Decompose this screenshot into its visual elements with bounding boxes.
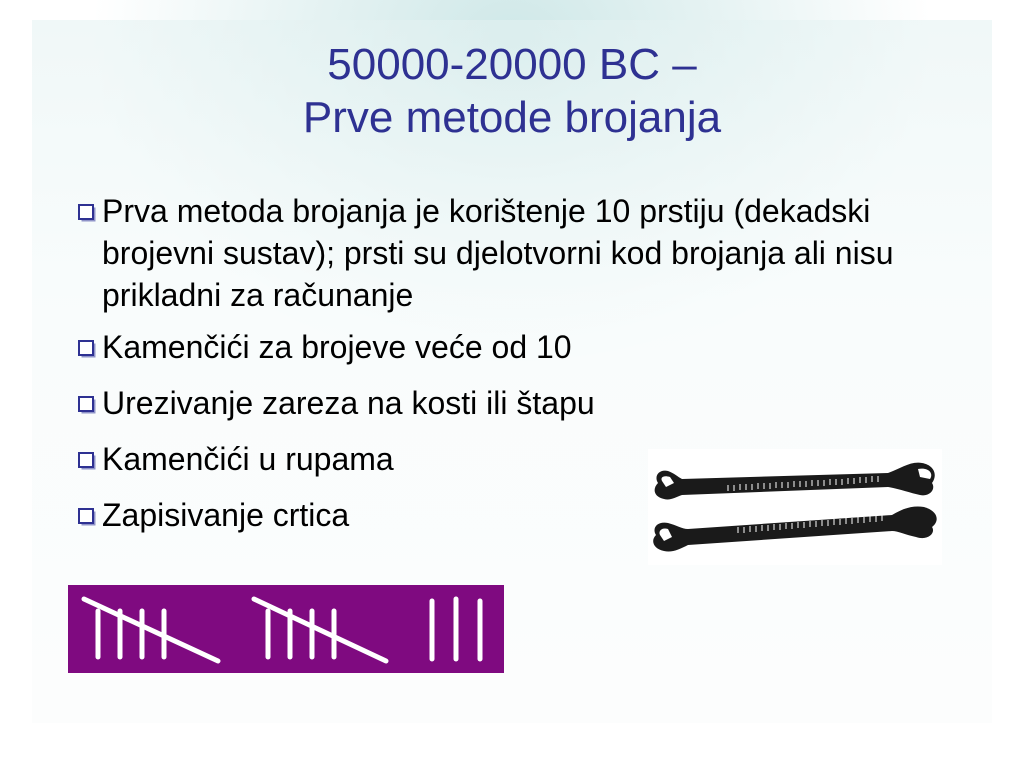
- upper-bone: [655, 463, 935, 500]
- bullet-text: Prva metoda brojanja je korištenje 10 prstiju (dekadski brojevni sustav); prsti su djelotvorni kod brojanja ali nisu prikladni za računanje: [102, 193, 894, 313]
- title-line-2: Prve metode brojanja: [302, 93, 722, 142]
- checkbox-bullet-icon: [78, 340, 97, 359]
- notched-bones-image: [648, 449, 942, 565]
- bones-drawing: [648, 449, 942, 565]
- lower-bone: [653, 506, 936, 551]
- title-line-1: 50000-20000 BC –: [327, 40, 697, 89]
- tally-drawing: [68, 585, 504, 673]
- checkbox-bullet-icon: [78, 204, 97, 223]
- bullet-text: Urezivanje zareza na kosti ili štapu: [102, 385, 595, 421]
- slide-title: [0, 38, 1024, 144]
- bullet-item: [78, 382, 928, 424]
- checkbox-bullet-icon: [78, 452, 97, 471]
- bullet-text: Kamenčići za brojeve veće od 10: [102, 329, 572, 365]
- checkbox-bullet-icon: [78, 396, 97, 415]
- checkbox-bullet-icon: [78, 508, 97, 527]
- bullet-text: Kamenčići u rupama: [102, 441, 394, 477]
- bullet-text: Zapisivanje crtica: [102, 497, 350, 533]
- tally-marks-image: [68, 585, 504, 673]
- bullet-item: [78, 326, 928, 368]
- bullet-item: [78, 190, 928, 316]
